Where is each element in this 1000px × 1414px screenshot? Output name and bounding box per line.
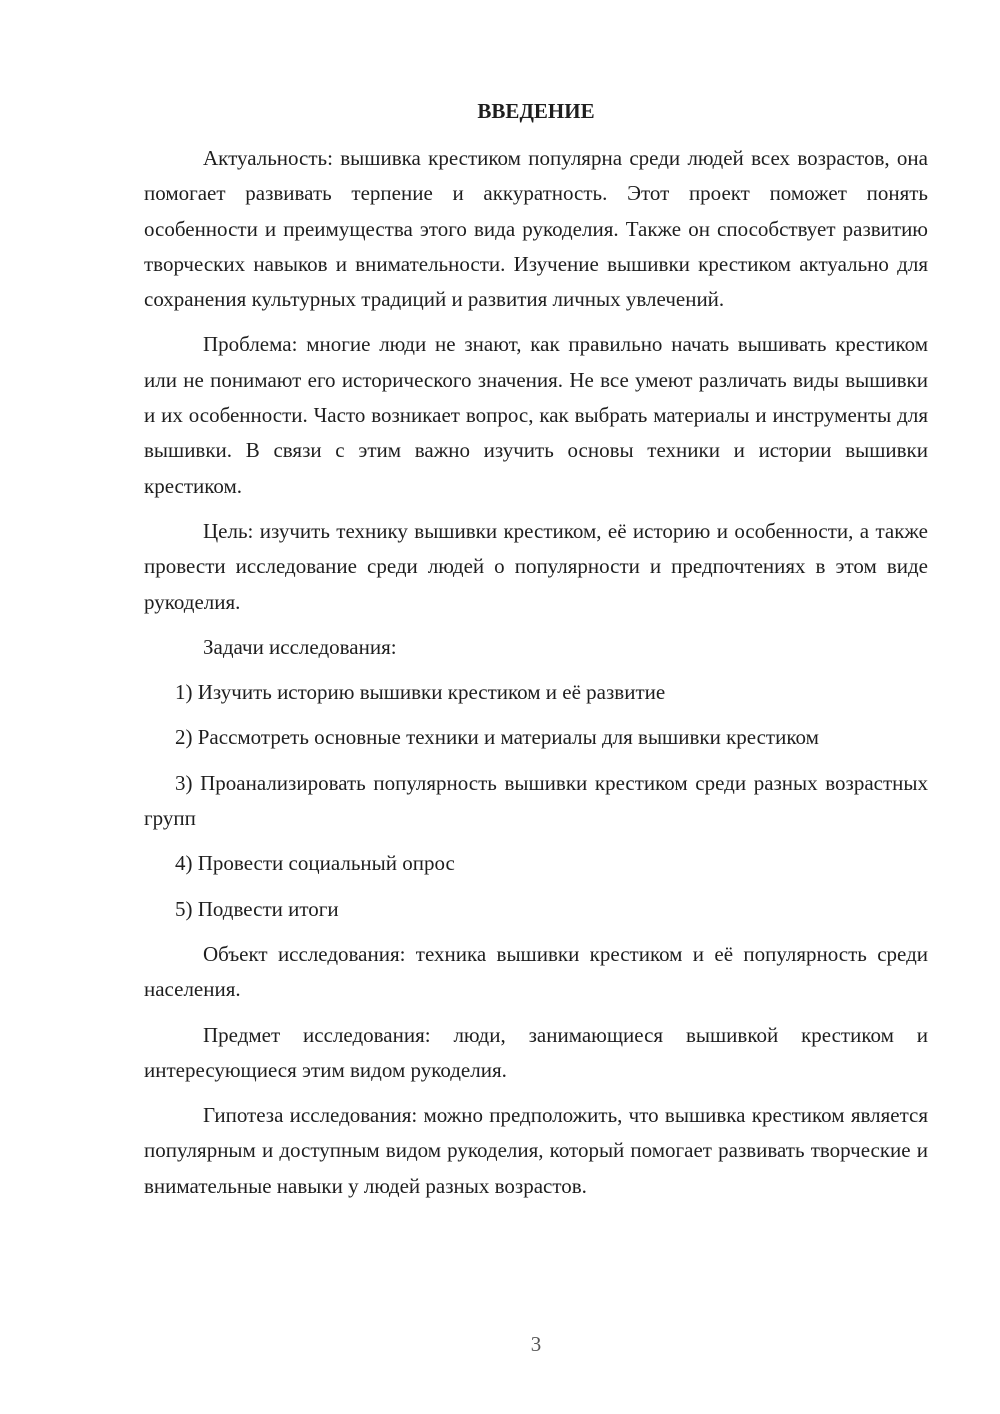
task-item-1: 1) Изучить историю вышивки крестиком и её развитие bbox=[175, 680, 666, 705]
object-paragraph: Объект исследования: техника вышивки крестиком и её популярность среди населения. bbox=[144, 941, 928, 1002]
page-body bbox=[144, 94, 928, 1204]
task-item-2: 2) Рассмотреть основные техники и материалы для вышивки крестиком bbox=[175, 725, 819, 750]
hypothesis-paragraph: Гипотеза исследования: можно предположить, что вышивка крестиком является популярным и доступным видом рукоделия, который помогает развивать творческие и внимательные навыки у людей разных возрастов. bbox=[144, 1103, 928, 1198]
task-item-4: 4) Провести социальный опрос bbox=[175, 851, 455, 876]
relevance-paragraph: Актуальность: вышивка крестиком популярна среди людей всех возрастов, она помогает развивать терпение и аккуратность. Этот проект поможет понять особенности и преимущества этого вида рукоделия. Также он способствует развитию творческих навыков и внимательности. Изучение вышивки крестиком актуально для сохранения культурных традиций и развития личных увлечений. bbox=[144, 146, 928, 312]
task-item-5: 5) Подвести итоги bbox=[175, 896, 339, 921]
task-item-3: 3) Проанализировать популярность вышивки крестиком среди разных возрастных групп bbox=[144, 770, 928, 831]
page-number: 3 bbox=[530, 1332, 542, 1356]
problem-paragraph: Проблема: многие люди не знают, как правильно начать вышивать крестиком или не понимают его исторического значения. Не все умеют различать виды вышивки и их особенности. Часто возникает вопрос, как выбрать материалы и инструменты для вышивки. В связи с этим важно изучить основы техники и истории вышивки крестиком. bbox=[144, 332, 928, 498]
page-title: ВВЕДЕНИЕ bbox=[477, 99, 595, 123]
subject-paragraph: Предмет исследования: люди, занимающиеся вышивкой крестиком и интересующиеся этим видом рукоделия. bbox=[144, 1022, 928, 1082]
tasks-heading: Задачи исследования: bbox=[203, 634, 397, 659]
goal-paragraph: Цель: изучить технику вышивки крестиком, её историю и особенности, а также провести исследование среди людей о популярности и предпочтениях в этом виде рукоделия. bbox=[144, 518, 928, 614]
